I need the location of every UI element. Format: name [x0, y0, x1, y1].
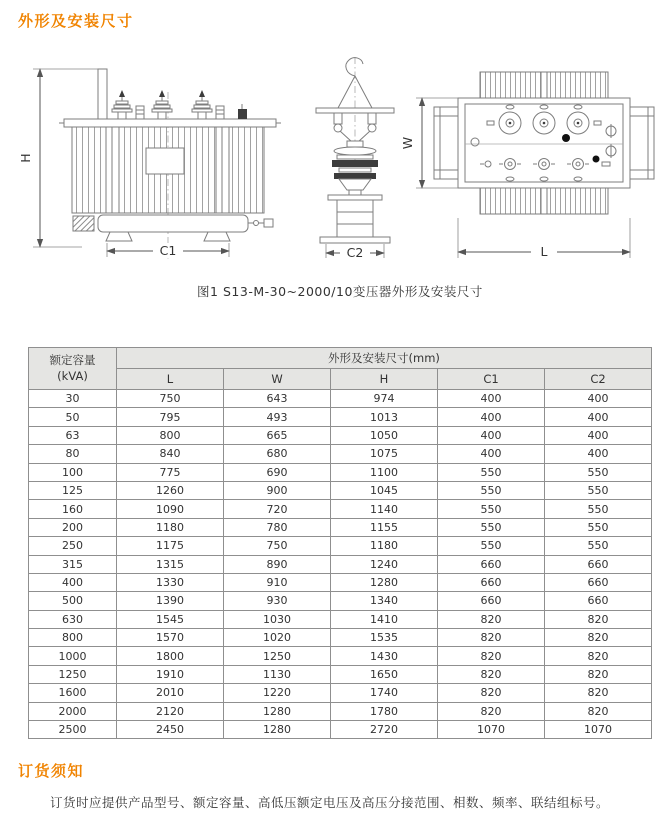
hv-bushings: [112, 90, 212, 119]
cell-w: 780: [224, 518, 331, 536]
cell-l: 1330: [117, 573, 224, 591]
cell-l: 840: [117, 445, 224, 463]
figure-caption: 图1 S13-M-30~2000/10变压器外形及安装尺寸: [197, 284, 483, 299]
cell-c1: 820: [438, 610, 545, 628]
dim-label-l: L: [540, 244, 548, 259]
table-row: [29, 665, 652, 683]
table-row: [29, 592, 652, 610]
cell-c1: 660: [438, 592, 545, 610]
cell-kva: 250: [29, 537, 117, 555]
table-row: [29, 537, 652, 555]
cell-kva: 2500: [29, 721, 117, 739]
table-header-row-2: [29, 369, 652, 390]
table-row: [29, 426, 652, 444]
cell-c2: 550: [545, 518, 652, 536]
cell-l: 1545: [117, 610, 224, 628]
table-row: [29, 408, 652, 426]
cell-w: 910: [224, 573, 331, 591]
dim-label-w: W: [400, 136, 415, 150]
cell-c1: 400: [438, 426, 545, 444]
table-row: [29, 721, 652, 739]
c1-dimension: [107, 243, 229, 258]
cell-c2: 550: [545, 537, 652, 555]
cell-w: 665: [224, 426, 331, 444]
cell-l: 2010: [117, 684, 224, 702]
cell-w: 890: [224, 555, 331, 573]
cell-kva: 1000: [29, 647, 117, 665]
cell-c1: 550: [438, 500, 545, 518]
cell-l: 775: [117, 463, 224, 481]
cell-kva: 2000: [29, 702, 117, 720]
capacity-header-line2: (kVA): [57, 368, 88, 383]
cell-l: 1910: [117, 665, 224, 683]
column-header-h: H: [331, 369, 438, 390]
table-row: [29, 702, 652, 720]
group-header: 外形及安装尺寸(mm): [117, 348, 652, 369]
lifting-crossbar: [316, 108, 394, 113]
c2-dimension: [326, 244, 384, 260]
cell-c2: 660: [545, 573, 652, 591]
cell-l: 750: [117, 390, 224, 408]
cell-l: 1260: [117, 481, 224, 499]
ordering-notes-text: 订货时应提供产品型号、额定容量、高低压额定电压及高压分接范围、相数、频率、联结组标号。: [50, 795, 610, 810]
cell-h: 974: [331, 390, 438, 408]
cell-c2: 400: [545, 426, 652, 444]
side-view-drawing: [316, 57, 394, 260]
cell-h: 1050: [331, 426, 438, 444]
table-row: [29, 500, 652, 518]
hatched-pad: [73, 216, 94, 231]
tank-body: [72, 127, 264, 213]
column-header-l: L: [117, 369, 224, 390]
cell-c2: 660: [545, 555, 652, 573]
cell-c1: 550: [438, 463, 545, 481]
cell-l: 1175: [117, 537, 224, 555]
table-row: [29, 647, 652, 665]
cell-w: 1280: [224, 702, 331, 720]
cell-h: 1740: [331, 684, 438, 702]
cell-h: 1075: [331, 445, 438, 463]
cell-w: 493: [224, 408, 331, 426]
cell-c2: 400: [545, 390, 652, 408]
mounting-rail-right: [630, 107, 654, 179]
cell-kva: 800: [29, 629, 117, 647]
cell-l: 1570: [117, 629, 224, 647]
cell-w: 643: [224, 390, 331, 408]
cell-l: 800: [117, 426, 224, 444]
cell-c2: 550: [545, 463, 652, 481]
transformer-outline-drawing: [10, 52, 660, 277]
cell-w: 1250: [224, 647, 331, 665]
cell-l: 2450: [117, 721, 224, 739]
cell-l: 2120: [117, 702, 224, 720]
cell-w: 930: [224, 592, 331, 610]
cell-c1: 660: [438, 573, 545, 591]
dimension-table-wrap: [28, 347, 652, 739]
dim-label-c1: C1: [159, 243, 177, 258]
table-row: [29, 481, 652, 499]
front-view-drawing: [18, 69, 281, 259]
cell-c1: 820: [438, 702, 545, 720]
cell-c2: 820: [545, 684, 652, 702]
table-row: [29, 463, 652, 481]
cell-l: 1180: [117, 518, 224, 536]
cell-w: 1280: [224, 721, 331, 739]
cell-c2: 820: [545, 665, 652, 683]
capacity-header-line1: 额定容量: [49, 352, 96, 367]
cell-h: 1140: [331, 500, 438, 518]
dim-label-c2: C2: [346, 245, 364, 260]
l-dimension: [458, 218, 630, 259]
drain-valve: [248, 219, 273, 227]
capacity-column-header: [29, 348, 117, 390]
dimension-table: [28, 347, 652, 739]
transformer-figure: [10, 52, 660, 277]
cell-c1: 550: [438, 481, 545, 499]
cell-kva: 30: [29, 390, 117, 408]
cell-w: 690: [224, 463, 331, 481]
table-row: [29, 610, 652, 628]
cell-kva: 315: [29, 555, 117, 573]
cell-w: 680: [224, 445, 331, 463]
cell-kva: 200: [29, 518, 117, 536]
cell-c2: 820: [545, 702, 652, 720]
table-row: [29, 445, 652, 463]
cell-h: 1780: [331, 702, 438, 720]
table-row: [29, 390, 652, 408]
cell-c2: 550: [545, 500, 652, 518]
cell-kva: 100: [29, 463, 117, 481]
cell-c1: 400: [438, 390, 545, 408]
cell-l: 1090: [117, 500, 224, 518]
cell-kva: 500: [29, 592, 117, 610]
radiator-fins-bottom: [480, 188, 608, 214]
cell-c2: 820: [545, 647, 652, 665]
cell-h: 1410: [331, 610, 438, 628]
cell-c1: 400: [438, 408, 545, 426]
cell-c1: 820: [438, 665, 545, 683]
terminal-knob: [238, 104, 247, 119]
cell-h: 1045: [331, 481, 438, 499]
cell-kva: 1600: [29, 684, 117, 702]
tank-cover: [64, 119, 276, 127]
table-body: [29, 390, 652, 739]
table-row: [29, 555, 652, 573]
cell-w: 720: [224, 500, 331, 518]
mounting-rail-left: [434, 107, 458, 179]
cell-w: 1030: [224, 610, 331, 628]
cell-w: 1020: [224, 629, 331, 647]
ordering-notes-heading: 订货须知: [18, 762, 85, 780]
cell-h: 1535: [331, 629, 438, 647]
cell-kva: 630: [29, 610, 117, 628]
cell-c1: 660: [438, 555, 545, 573]
cell-c1: 820: [438, 647, 545, 665]
insulator-stack: [332, 141, 378, 195]
cell-l: 1315: [117, 555, 224, 573]
cell-c2: 660: [545, 592, 652, 610]
cell-c2: 550: [545, 481, 652, 499]
cell-h: 2720: [331, 721, 438, 739]
cell-w: 1220: [224, 684, 331, 702]
cell-kva: 400: [29, 573, 117, 591]
cell-w: 900: [224, 481, 331, 499]
cell-c2: 1070: [545, 721, 652, 739]
cell-c2: 820: [545, 629, 652, 647]
cell-c1: 1070: [438, 721, 545, 739]
cell-kva: 1250: [29, 665, 117, 683]
radiator-fins-top: [480, 72, 608, 98]
nameplate: [146, 148, 184, 174]
cell-l: 795: [117, 408, 224, 426]
column-header-c2: C2: [545, 369, 652, 390]
cell-c1: 820: [438, 629, 545, 647]
cell-c1: 550: [438, 518, 545, 536]
cell-h: 1240: [331, 555, 438, 573]
cell-c2: 400: [545, 408, 652, 426]
page-title: 外形及安装尺寸: [18, 12, 134, 30]
cell-c2: 820: [545, 610, 652, 628]
cell-c2: 400: [545, 445, 652, 463]
cell-w: 1130: [224, 665, 331, 683]
top-view-drawing: [400, 72, 654, 259]
cell-l: 1800: [117, 647, 224, 665]
cell-h: 1100: [331, 463, 438, 481]
column-header-w: W: [224, 369, 331, 390]
cell-c1: 550: [438, 537, 545, 555]
cell-c1: 820: [438, 684, 545, 702]
table-row: [29, 518, 652, 536]
cell-h: 1155: [331, 518, 438, 536]
cell-c1: 400: [438, 445, 545, 463]
cell-h: 1430: [331, 647, 438, 665]
cell-kva: 80: [29, 445, 117, 463]
cell-h: 1180: [331, 537, 438, 555]
cell-h: 1340: [331, 592, 438, 610]
base-skid: [73, 215, 273, 241]
cell-kva: 125: [29, 481, 117, 499]
table-row: [29, 684, 652, 702]
cell-kva: 50: [29, 408, 117, 426]
dim-label-h: H: [18, 153, 33, 163]
cell-h: 1280: [331, 573, 438, 591]
table-row: [29, 573, 652, 591]
column-header-c1: C1: [438, 369, 545, 390]
riser-pipe: [98, 69, 107, 119]
cell-w: 750: [224, 537, 331, 555]
cell-l: 1390: [117, 592, 224, 610]
pedestal: [320, 195, 390, 243]
cell-h: 1013: [331, 408, 438, 426]
cell-kva: 160: [29, 500, 117, 518]
cell-h: 1650: [331, 665, 438, 683]
cell-kva: 63: [29, 426, 117, 444]
table-row: [29, 629, 652, 647]
table-header-row-1: [29, 348, 652, 369]
